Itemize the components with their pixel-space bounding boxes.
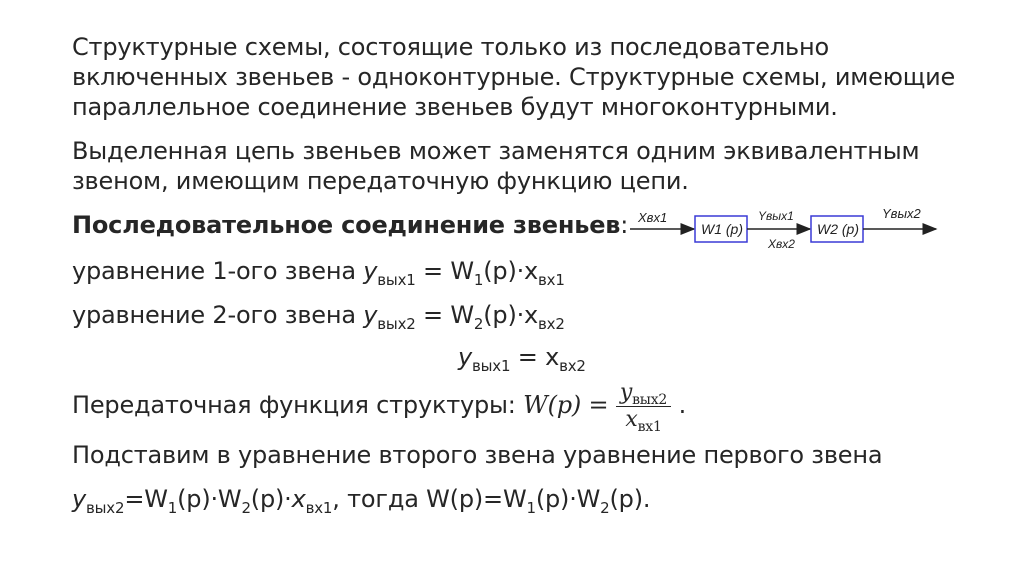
equation-1: [72, 256, 565, 289]
eq3-y: y: [458, 343, 473, 371]
eq1-y-sub: вых1: [377, 271, 416, 289]
eq2-w-sub: 2: [473, 315, 484, 333]
paragraph1-line1: Структурные схемы, состоящие только из последовательно: [72, 33, 829, 61]
paragraph2-line1: Выделенная цепь звеньев может заменятся одним эквивалентным: [72, 137, 920, 165]
equation-3: [458, 342, 586, 375]
eq2-prefix: уравнение 2-ого звена: [72, 301, 364, 329]
eq2-y-sub: вых2: [377, 315, 416, 333]
fraction-denominator: $x_{вх1}$: [625, 406, 662, 435]
paragraph1-line3: параллельное соединение звеньев будут многоконтурными.: [72, 93, 838, 121]
eq3-x-sub: вх2: [559, 357, 586, 375]
eq1-p: (p)·x: [483, 257, 539, 285]
eq1-x-sub: вх1: [538, 271, 565, 289]
eq3-y-sub: вых1: [472, 357, 511, 375]
paragraph1-line2: включенных звеньев - одноконтурные. Структурные схемы, имеющие: [72, 63, 956, 91]
block-w2-label: W2 (p): [817, 221, 859, 237]
eq3-mid: = x: [510, 343, 560, 371]
heading-colon: :: [620, 211, 629, 239]
final-y-sub: вых2: [86, 499, 125, 517]
transfer-eq: =: [581, 391, 616, 419]
eq1-prefix: уравнение 1-ого звена: [72, 257, 364, 285]
final-equation: $y_{вых2}=W_1(p)\cdot W_2(p)\cdot x_{вх1}$, тогда $W(p)=W_1(p)\cdot W_2(p)$.: [72, 485, 651, 517]
transfer-suffix: .: [671, 391, 686, 419]
transfer-lhs: W(p): [523, 391, 582, 419]
transfer-fraction: [616, 380, 671, 433]
paragraph2-line2: звеном, имеющим передаточную функцию цепи.: [72, 167, 689, 195]
eq2-p: (p)·x: [483, 301, 539, 329]
heading-text: Последовательное соединение звеньев: [72, 211, 621, 239]
input-label: Xвх1: [638, 210, 668, 225]
section-heading: [72, 210, 628, 240]
transfer-prefix: Передаточная функция структуры:: [72, 391, 524, 419]
eq2-mid: = W: [415, 301, 474, 329]
series-connection-diagram: [630, 198, 940, 254]
eq1-mid: = W: [415, 257, 474, 285]
block-w1-label: W1 (p): [701, 221, 743, 237]
eq2-x-sub: вх2: [538, 315, 565, 333]
eq1-y: y: [363, 257, 378, 285]
middle-label-bottom: Xвх2: [768, 237, 795, 251]
fraction-numerator: $y_{вых2}$: [616, 380, 671, 407]
final-y: y: [72, 485, 87, 513]
transfer-function: [72, 378, 686, 433]
eq1-w-sub: 1: [473, 271, 484, 289]
eq2-y: y: [363, 301, 378, 329]
substitution-text: Подставим в уравнение второго звена уравнение первого звена: [72, 441, 883, 469]
equation-2: [72, 300, 565, 333]
middle-label-top: Yвых1: [758, 209, 794, 223]
final-x: x: [291, 485, 306, 513]
output-label: Yвых2: [882, 206, 921, 221]
